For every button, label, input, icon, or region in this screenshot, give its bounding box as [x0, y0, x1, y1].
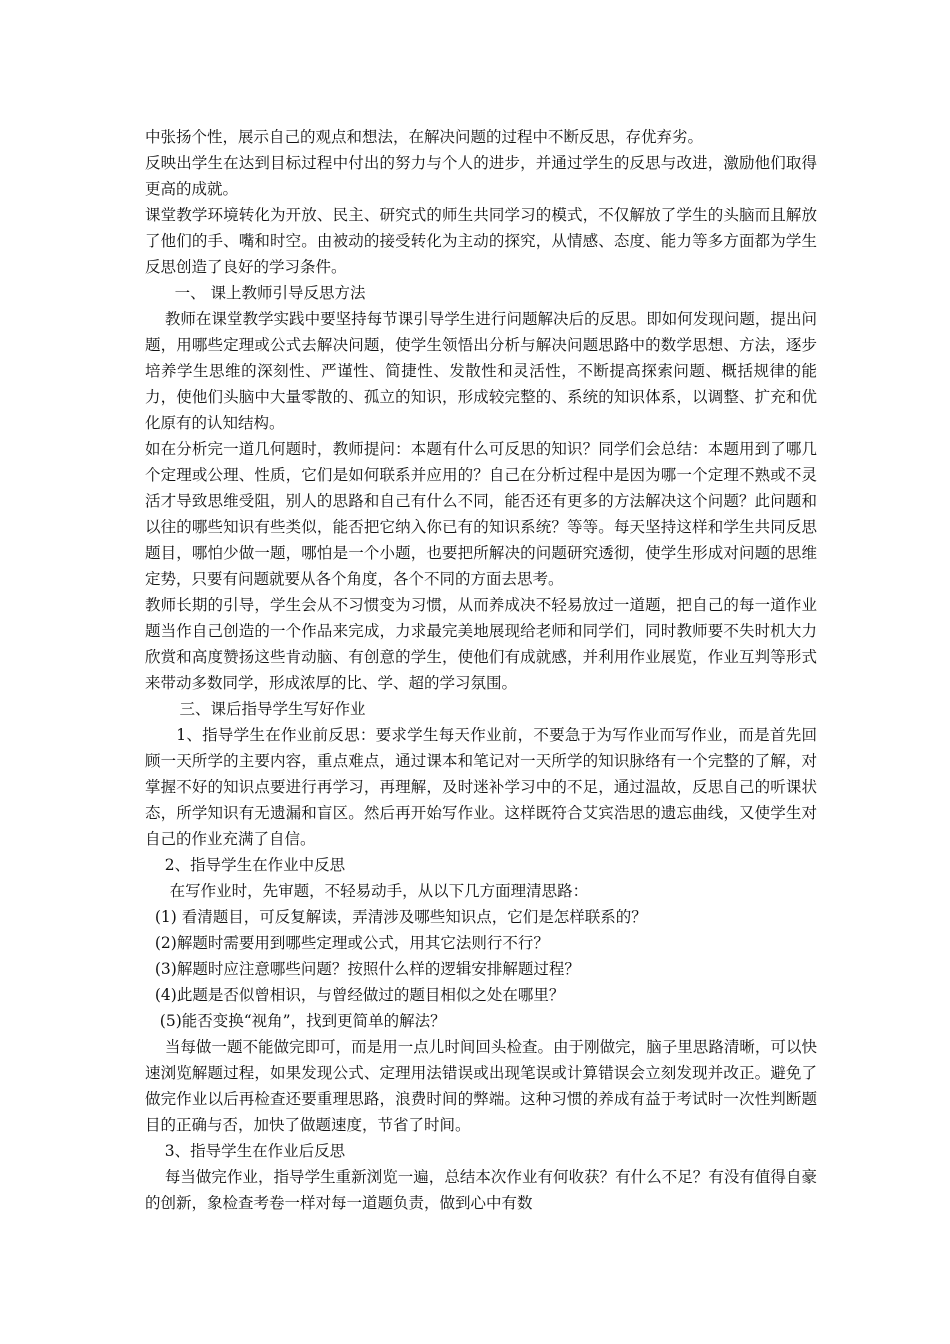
- subsection-heading: 2、指导学生在作业中反思: [145, 856, 346, 874]
- paragraph: 如在分析完一道几何题时，教师提问：本题有什么可反思的知识？同学们会总结：本题用到了哪几个定理或公理、性质，它们是如何联系并应用的？自己在分析过程中是因为哪一个定理不熟或不灵活才导致思维受阻，别人的思路和自己有什么不同，能否还有更多的方法解决这个问题？此问题和以往的哪些知识有些类似，能否把它纳入你已有的知识系统？等等。每天坚持这样和学生共同反思题目，哪怕少做一题，哪怕是一个小题，也要把所解决的问题研究透彻，使学生形成对问题的思维定势，只要有问题就要从各个角度，各个不同的方面去思考。: [145, 440, 817, 588]
- list-item: (2)解题时需要用到哪些定理或公式，用其它法则行不行？: [145, 934, 549, 952]
- paragraph: 1、指导学生在作业前反思：要求学生每天作业前，不要急于为写作业而写作业，而是首先回顾一天所学的主要内容，重点难点，通过课本和笔记对一天所学的知识脉络有一个完整的了解，对掌握不好的知识点要进行再学习，再理解，及时迷补学习中的不足，通过温故，反思自己的听课状态，所学知识有无遗漏和盲区。然后再开始写作业。这样既符合艾宾浩思的遗忘曲线，又使学生对自己的作业充满了自信。: [145, 726, 817, 848]
- list-item: (4)此题是否似曾相识，与曾经做过的题目相似之处在哪里？: [145, 986, 565, 1004]
- list-item: (1) 看清题目，可反复解读，弄清涉及哪些知识点，它们是怎样联系的？: [145, 908, 647, 926]
- paragraph: 教师长期的引导，学生会从不习惯变为习惯，从而养成决不轻易放过一道题，把自己的每一道作业题当作自己创造的一个作品来完成，力求最完美地展现给老师和同学们，同时教师要不失时机大力欣赏和高度赞扬这些肯动脑、有创意的学生，使他们有成就感，并利用作业展览，作业互判等形式来带动多数同学，形成浓厚的比、学、超的学习氛围。: [145, 596, 817, 692]
- paragraph: 当每做一题不能做完即可，而是用一点儿时间回头检查。由于刚做完，脑子里思路清晰，可以快速浏览解题过程，如果发现公式、定理用法错误或出现笔误或计算错误会立刻发现并改正。避免了做完作业以后再检查还要重理思路，浪费时间的弊端。这种习惯的养成有益于考试时一次性判断题目的正确与否，加快了做题速度，节省了时间。: [145, 1038, 817, 1134]
- subsection-heading: 3、指导学生在作业后反思: [145, 1142, 346, 1160]
- paragraph: 教师在课堂教学实践中要坚持每节课引导学生进行问题解决后的反思。即如何发现问题，提出问题，用哪些定理或公式去解决问题，使学生领悟出分析与解决问题思路中的数学思想、方法，逐步培养学生思维的深刻性、严谨性、简捷性、发散性和灵活性，不断提高探索问题、概括规律的能力，使他们头脑中大量零散的、孤立的知识，形成较完整的、系统的知识体系，以调整、扩充和优化原有的认知结构。: [145, 310, 817, 432]
- section-heading: 三、课后指导学生写好作业: [145, 700, 366, 718]
- list-item: (3)解题时应注意哪些问题？按照什么样的逻辑安排解题过程？: [145, 960, 580, 978]
- document-body: [145, 124, 817, 1216]
- section-heading: 一、 课上教师引导反思方法: [145, 284, 366, 302]
- paragraph: 中张扬个性，展示自己的观点和想法，在解决问题的过程中不断反思，存优弃劣。: [145, 128, 704, 146]
- paragraph: 反映出学生在达到目标过程中付出的努力与个人的进步，并通过学生的反思与改进，激励他们取得更高的成就。: [145, 154, 817, 198]
- paragraph: 每当做完作业，指导学生重新浏览一遍，总结本次作业有何收获？有什么不足？有没有值得自豪的创新，象检查考卷一样对每一道题负责，做到心中有数: [145, 1168, 817, 1212]
- paragraph: 在写作业时，先审题，不轻易动手，从以下几方面理清思路：: [145, 882, 589, 900]
- paragraph: 课堂教学环境转化为开放、民主、研究式的师生共同学习的模式，不仅解放了学生的头脑而且解放了他们的手、嘴和时空。由被动的接受转化为主动的探究，从情感、态度、能力等多方面都为学生反思创造了良好的学习条件。: [145, 206, 817, 276]
- list-item: (5)能否变换“视角”，找到更简单的解法？: [145, 1012, 446, 1030]
